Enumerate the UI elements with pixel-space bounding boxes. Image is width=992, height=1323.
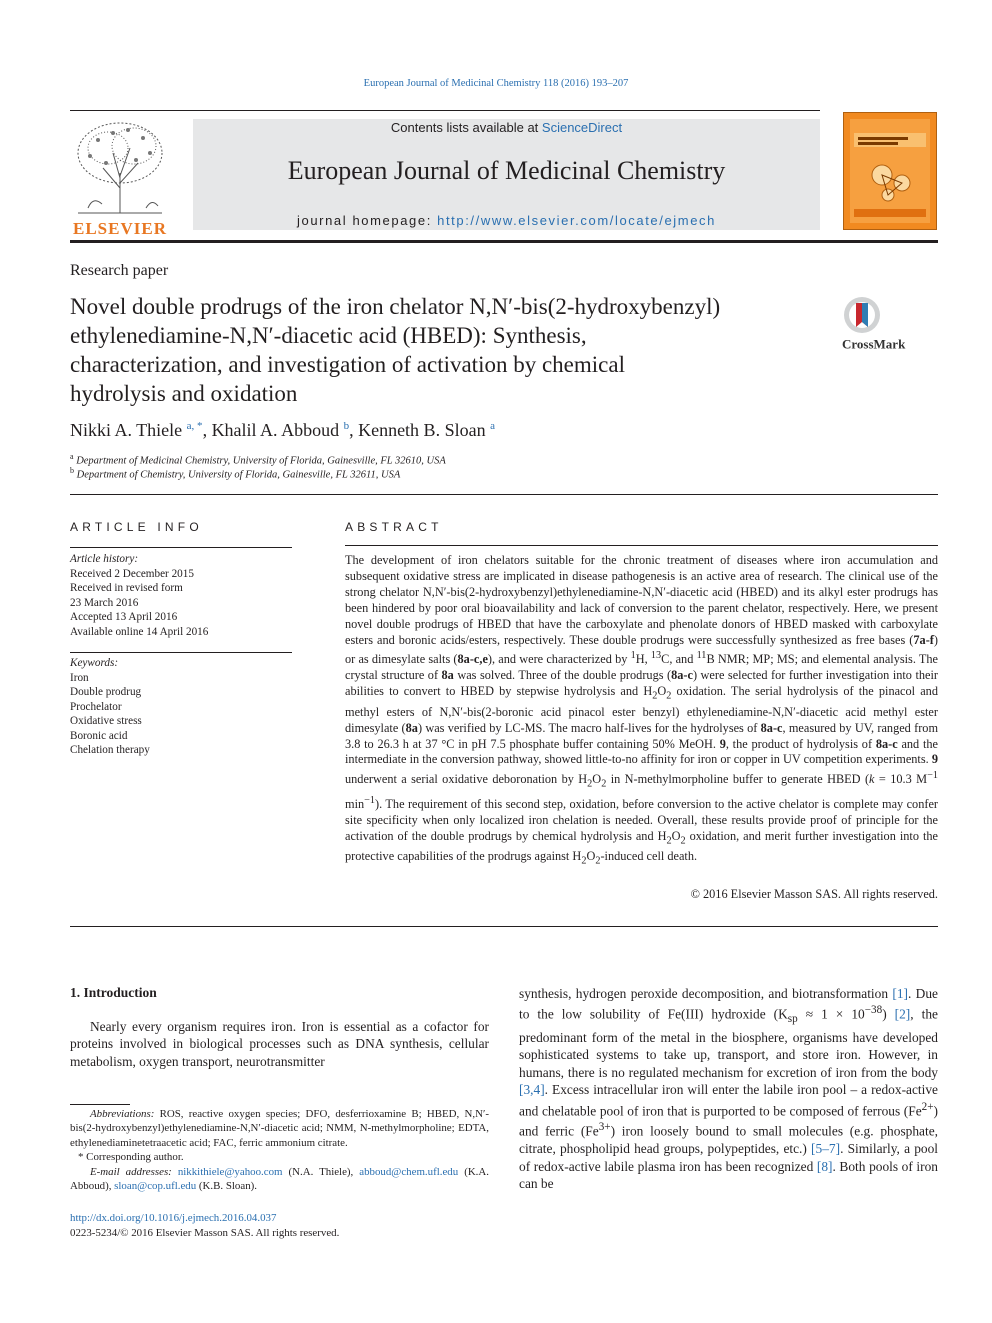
author-name: Nikki A. Thiele bbox=[70, 420, 183, 440]
article-info-rule bbox=[70, 547, 292, 548]
title-line: Novel double prodrugs of the iron chelator N,N′-bis(2-hydroxybenzyl) bbox=[70, 294, 721, 319]
elsevier-logo[interactable] bbox=[68, 118, 172, 238]
keyword: Prochelator bbox=[70, 700, 122, 713]
keyword: Iron bbox=[70, 671, 89, 684]
keyword: Boronic acid bbox=[70, 729, 128, 742]
reference-link[interactable]: [8] bbox=[816, 1158, 833, 1174]
cover-art-icon bbox=[844, 113, 936, 229]
reference-link[interactable]: [3,4] bbox=[519, 1082, 545, 1098]
article-info-heading: ARTICLE INFO bbox=[70, 520, 203, 534]
issn-copyright: 0223-5234/© 2016 Elsevier Masson SAS. All rights reserved. bbox=[70, 1227, 340, 1239]
author-affiliation-mark[interactable]: a bbox=[490, 420, 495, 432]
author-separator: , bbox=[202, 420, 212, 440]
affiliation bbox=[70, 466, 400, 481]
affiliation-text: Department of Medicinal Chemistry, University of Florida, Gainesville, FL 32610, USA bbox=[76, 455, 446, 467]
footnotes bbox=[70, 1107, 489, 1193]
journal-title: European Journal of Medicinal Chemistry bbox=[287, 156, 726, 185]
title-line: characterization, and investigation of activation by chemical bbox=[70, 352, 625, 377]
elsevier-wordmark: ELSEVIER bbox=[73, 219, 167, 238]
email-link[interactable]: abboud@chem.ufl.edu bbox=[359, 1165, 459, 1178]
affiliation bbox=[70, 452, 446, 467]
email-link[interactable]: nikkithiele@yahoo.com bbox=[177, 1165, 283, 1178]
history-item: Received in revised form bbox=[70, 582, 183, 594]
author-affiliation-mark[interactable]: a, * bbox=[186, 420, 203, 432]
homepage-prefix: journal homepage: bbox=[297, 213, 438, 228]
author-affiliation-mark[interactable]: b bbox=[343, 420, 350, 432]
body-rule bbox=[70, 926, 938, 927]
crossmark-icon bbox=[842, 295, 882, 335]
sciencedirect-link[interactable]: ScienceDirect bbox=[541, 120, 623, 135]
affiliation-text: Department of Chemistry, University of Florida, Gainesville, FL 32611, USA bbox=[76, 469, 401, 481]
contents-line bbox=[193, 120, 820, 135]
abstract-rule bbox=[345, 545, 938, 546]
crossmark-badge[interactable] bbox=[842, 295, 942, 352]
intro-heading: 1. Introduction bbox=[70, 985, 157, 1000]
affiliation-mark: b bbox=[70, 466, 74, 475]
intro-left-paragraph: Nearly every organism requires iron. Iron is essential as a cofactor for proteins involved in biological processes such as DNA synthesis, cellular metabolism, oxygen transport, neurotransmitter bbox=[70, 1019, 489, 1069]
corresponding-author-footnote: * Corresponding author. bbox=[78, 1151, 184, 1164]
intro-right-paragraph: synthesis, hydrogen peroxide decomposition, and biotransformation [1]. Due to the low solubility of Fe(III) hydroxide $(K_{sp} \approx 1 \times 10^{-38})$ [2], the predominant form of the metal in the biosphere, organisms have developed sophisticated systems to take up, transport, and store iron. However, in humans, there is no regulated mechanism for excretion of iron from the body [3,4]. Excess intracellular iron will enter the labile iron pool – a redox-active and chelatable pool of iron that is purported to be composed of ferrous $(Fe^{2+})$ and ferric $(Fe^{3+})$ iron loosely bound to small molecules (e.g. phosphate, citrate, phospholipid head groups, polypeptides, etc.) [5–7]. Similarly, a pool of redox-active labile plasma iron has been recognized [8]. Both pools of iron can be bbox=[519, 986, 938, 1192]
author-name: Khalil A. Abboud bbox=[211, 420, 340, 440]
reference-link[interactable]: [1] bbox=[892, 986, 908, 1001]
title-line: ethylenediamine-N,N′-diacetic acid (HBED): Synthesis, bbox=[70, 323, 587, 348]
doi-link[interactable]: http://dx.doi.org/10.1016/j.ejmech.2016.04.037 bbox=[70, 1212, 277, 1224]
title-line: hydrolysis and oxidation bbox=[70, 381, 298, 406]
keywords-rule bbox=[70, 652, 292, 653]
reference-link[interactable]: [5–7] bbox=[811, 1141, 841, 1157]
article-footer bbox=[70, 1211, 339, 1241]
keyword: Chelation therapy bbox=[70, 744, 150, 756]
keyword: Double prodrug bbox=[70, 686, 142, 698]
author-separator: , bbox=[349, 420, 359, 440]
article-title bbox=[70, 292, 830, 408]
section-rule bbox=[70, 494, 938, 495]
crossmark-label: CrossMark bbox=[842, 336, 906, 352]
keywords bbox=[70, 656, 292, 758]
journal-citation[interactable]: European Journal of Medicinal Chemistry 118 (2016) 193–207 bbox=[363, 78, 629, 89]
abbreviations-footnote: Abbreviations: ROS, reactive oxygen species; DFO, desferrioxamine B; HBED, N,N′-bis(2-hydroxybenzyl)ethylenediamine-N,N′-diacetic acid; NMM, N-methylmorpholine; EDTA, ethylenediaminetetraacetic acid; FAC, ferric ammonium citrate. bbox=[70, 1108, 489, 1149]
history-item: 23 March 2016 bbox=[70, 596, 139, 609]
history-item: Received 2 December 2015 bbox=[70, 567, 194, 580]
keywords-label: Keywords: bbox=[70, 657, 119, 669]
homepage-link[interactable]: http://www.elsevier.com/locate/ejmech bbox=[437, 213, 716, 228]
abstract-body: The development of iron chelators suitable for the chronic treatment of diseases where iron accumulation and subsequent oxidative stress are implicated in disease pathogenesis is an active area of research. The clinical use of the strong chelator N,N′-bis(2-hydroxybenzyl)ethylenediamine-N,N′-diacetic acid (HBED) and its alkyl ester prodrugs has been hindered by poor oral bioavailability and lack of conversion to the parent chelator, respectively. Here, we present novel double prodrugs of HBED that have the carboxylate and phenolate donors of HBED masked with carboxylate esters and boronic acids/esters, respectively. These double prodrugs were successfully synthesized as free bases (7a-f) or as dimesylate salts (8a-c,e), and were characterized by $^1$H, $^{13}$C, and $^{11}$B NMR; MP; MS; and elemental analysis. The crystal structure of 8a was solved. Three of the double prodrugs (8a-c) were selected for further investigation into their abilities to convert to HBED by stepwise hydrolysis and $H_2O_2$ oxidation. The serial hydrolysis of the pinacol and methyl esters of N,N′-bis(2-boronic acid pinacol ester benzyl) ethylenediamine-N,N′-diacetic acid methyl ester dimesylate (8a) was verified by LC-MS. The macro half-lives for the hydrolyses of 8a-c, measured by UV, ranged from 3.8 to 26.3 h at 37 °C in pH 7.5 phosphate buffer containing 50% MeOH. 9, the product of hydrolysis of 8a-c and the intermediate in the conversion pathway, showed little-to-no affinity for iron or copper in UV competition experiments. 9 underwent a serial oxidative deboronation by $H_2O_2$ in N-methylmorpholine buffer to generate HBED (k = 10.3 $M^{-1}$ $\min^{-1}$). The requirement of this second step, oxidation, before conversion to the active chelator is complete may confer site specificity when only localized iron chelation is needed. Overall, these results provide proof of principle for the activation of the double prodrugs by chemical hydrolysis and $H_2O_2$ oxidation, and merit further investigation into the protective capabilities of the prodrugs against $H_2O_2$-induced cell death. bbox=[345, 553, 939, 867]
journal-cover-thumbnail[interactable] bbox=[843, 112, 937, 230]
header-rule bbox=[70, 110, 820, 111]
author-name: Kenneth B. Sloan bbox=[358, 420, 486, 440]
author-list bbox=[70, 420, 495, 441]
history-item: Accepted 13 April 2016 bbox=[70, 611, 178, 623]
reference-link[interactable]: [2] bbox=[894, 1006, 911, 1022]
header-thick-rule bbox=[70, 240, 938, 243]
elsevier-tree-icon bbox=[68, 118, 172, 218]
keyword: Oxidative stress bbox=[70, 715, 142, 727]
journal-homepage bbox=[193, 213, 820, 228]
article-type: Research paper bbox=[70, 262, 169, 279]
history-item: Available online 14 April 2016 bbox=[70, 625, 209, 638]
email-link[interactable]: sloan@cop.ufl.edu bbox=[114, 1180, 197, 1193]
article-history bbox=[70, 552, 292, 639]
history-label: Article history: bbox=[70, 553, 139, 565]
affiliation-mark: a bbox=[70, 452, 74, 461]
abstract-heading: ABSTRACT bbox=[345, 520, 443, 534]
email-footnote: E-mail addresses: nikkithiele@yahoo.com (N.A. Thiele), abboud@chem.ufl.edu (K.A. Abboud), sloan@cop.ufl.edu (K.B. Sloan). bbox=[70, 1165, 489, 1193]
footnote-rule bbox=[70, 1104, 130, 1105]
abstract-copyright: © 2016 Elsevier Masson SAS. All rights reserved. bbox=[690, 887, 938, 901]
contents-prefix: Contents lists available at bbox=[390, 120, 542, 135]
